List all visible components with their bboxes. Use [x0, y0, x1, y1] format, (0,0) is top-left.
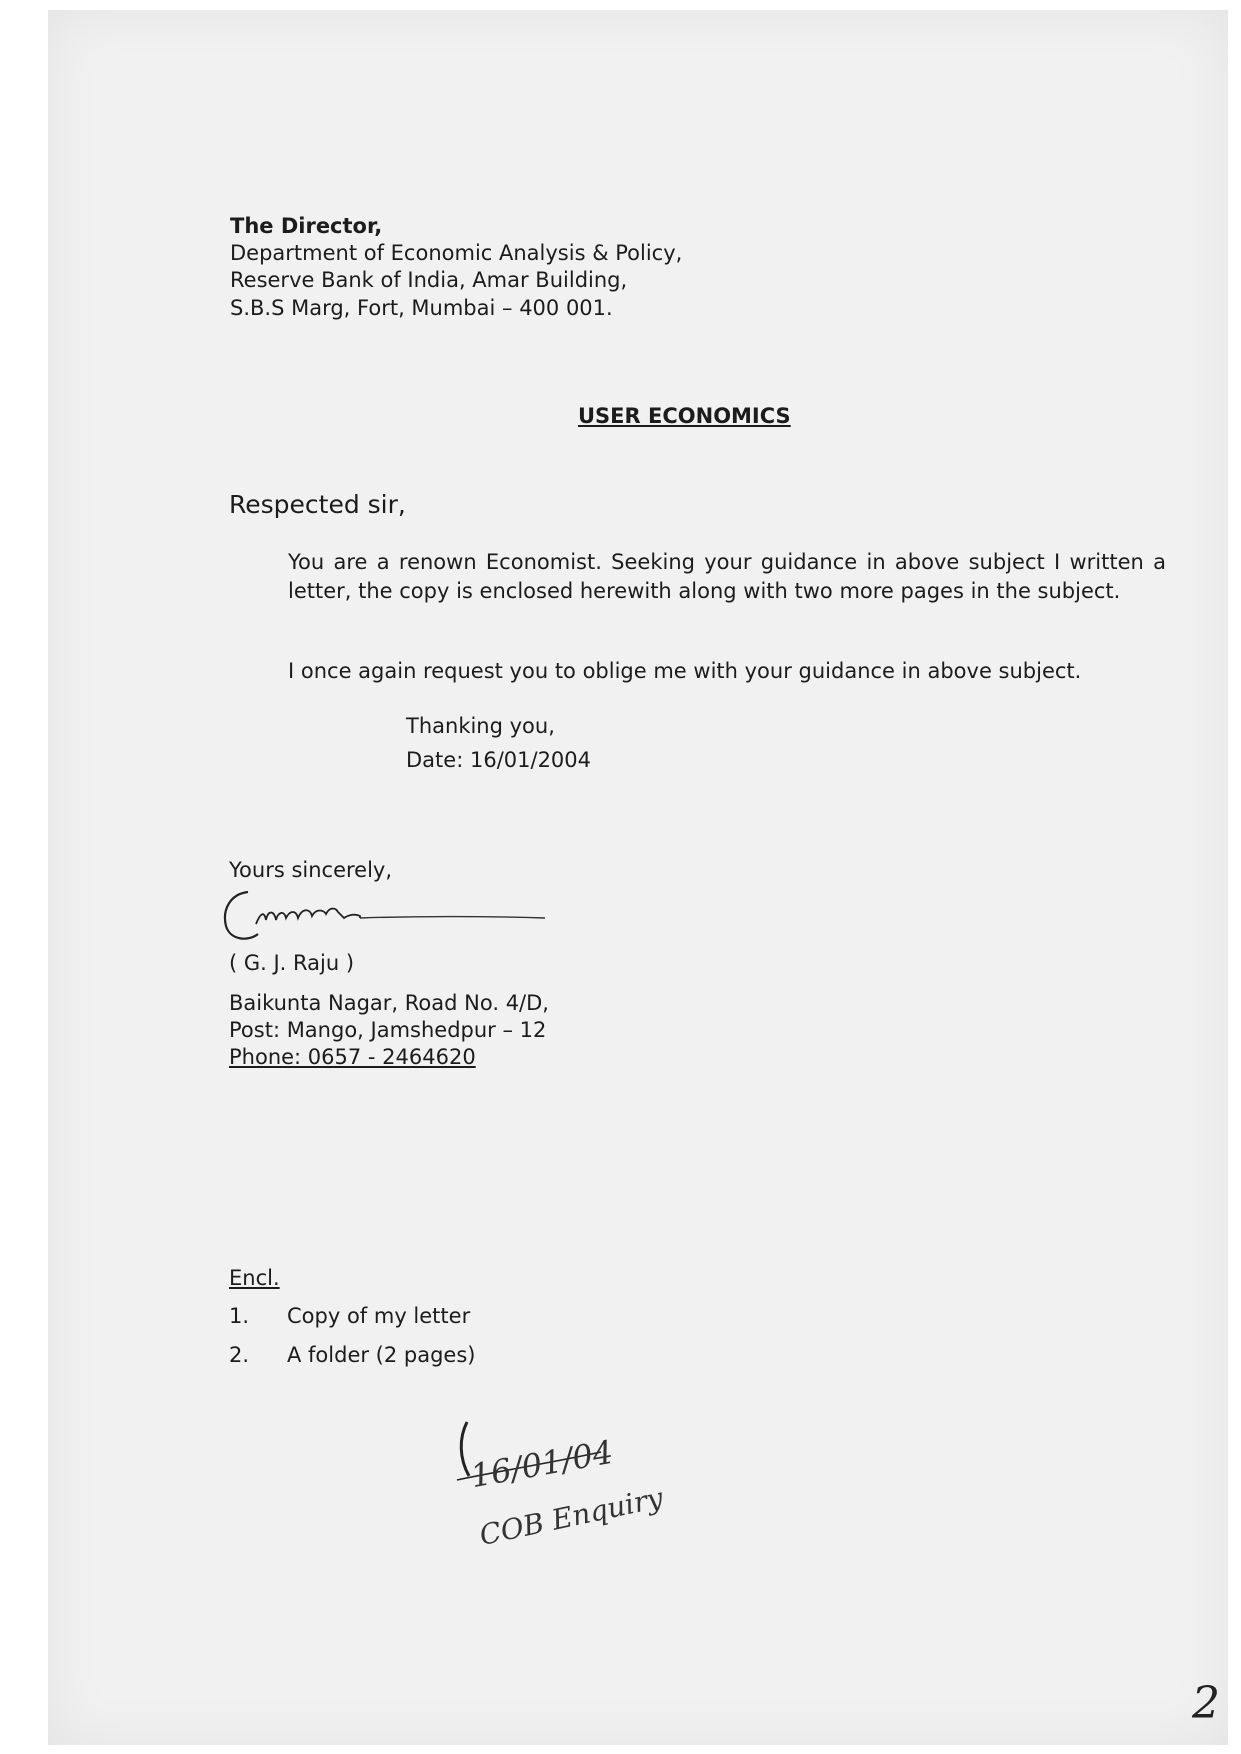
sender-address-2: Post: Mango, Jamshedpur – 12: [229, 1018, 547, 1042]
page-number: 2: [1192, 1678, 1220, 1729]
sender-phone: Phone: 0657 - 2464620: [229, 1045, 476, 1069]
thanks-line: Thanking you,: [406, 714, 555, 738]
enclosure-number: 1.: [229, 1304, 250, 1328]
body-paragraph-1: You are a renown Economist. Seeking your guidance in above subject I written a letter, the copy is enclosed herewith along with two more pages in the subject.: [288, 550, 1166, 603]
sender-name: ( G. J. Raju ): [229, 951, 355, 975]
sender-address-1: Baikunta Nagar, Road No. 4/D,: [229, 991, 549, 1015]
enclosure-item-1: [229, 1303, 471, 1329]
recipient-title: The Director,: [230, 214, 383, 238]
recipient-line-2: Reserve Bank of India, Amar Building,: [230, 268, 628, 292]
handwritten-date: 16/01/04: [467, 1432, 616, 1496]
enclosure-item-2: [229, 1342, 476, 1368]
recipient-line-1: Department of Economic Analysis & Policy,: [230, 241, 683, 265]
closing: Yours sincerely,: [229, 858, 393, 882]
handwritten-note: COB Enquiry: [476, 1480, 666, 1553]
date-value: 16/01/2004: [469, 748, 592, 772]
enclosure-text: Copy of my letter: [287, 1304, 471, 1328]
enclosure-number: 2.: [229, 1343, 250, 1367]
date-line: [406, 747, 591, 773]
salutation: Respected sir,: [229, 490, 406, 519]
subject-heading: USER ECONOMICS: [578, 404, 791, 428]
enclosure-text: A folder (2 pages): [287, 1343, 476, 1367]
enclosures-heading: Encl.: [229, 1266, 280, 1290]
body-paragraph-2: I once again request you to oblige me with your guidance in above subject.: [288, 659, 1082, 683]
date-label: Date:: [406, 748, 464, 772]
signature: [220, 880, 550, 950]
recipient-line-3: S.B.S Marg, Fort, Mumbai – 400 001.: [230, 296, 613, 320]
